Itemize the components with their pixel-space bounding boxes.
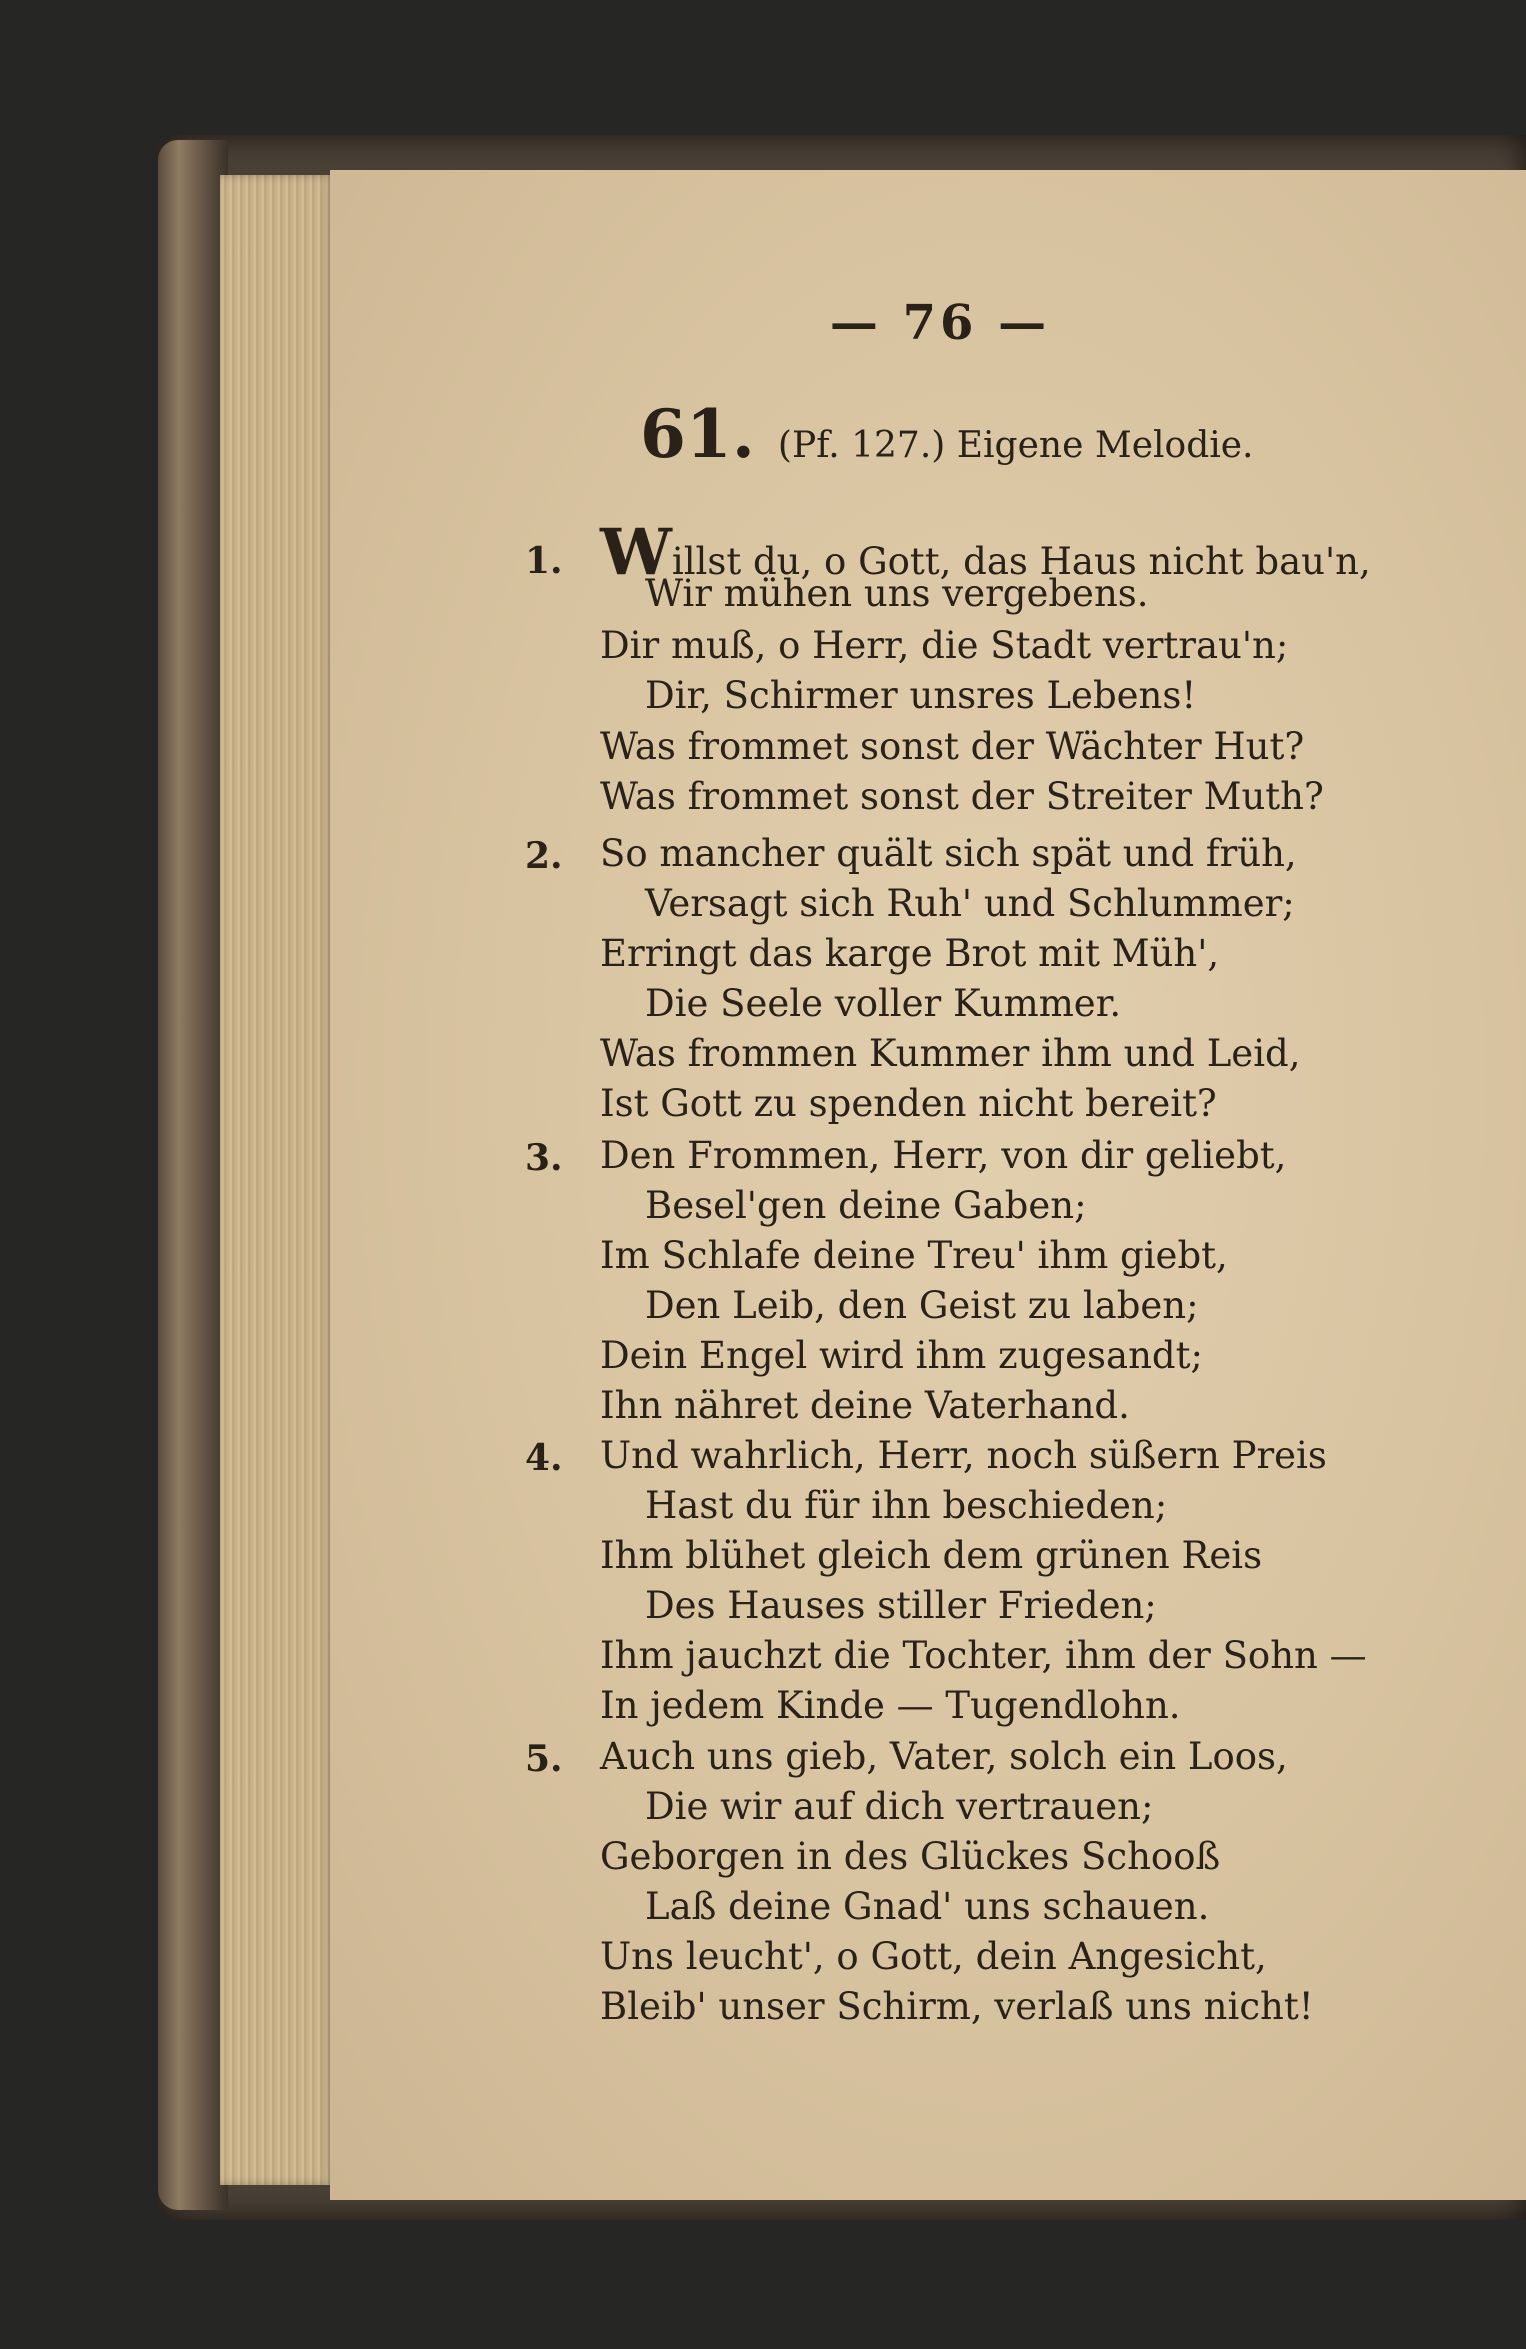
stanza-line: So mancher quält sich spät und früh, [600,832,1297,875]
stanza-line: Auch uns gieb, Vater, solch ein Loos, [600,1735,1288,1778]
stanza-line: Hast du für ihn beschieden; [645,1484,1168,1527]
stanza-line: Was frommet sonst der Streiter Muth? [600,775,1324,818]
stanza-line: In jedem Kinde — Tugendlohn. [600,1684,1181,1727]
stanza-line: Besel'gen deine Gaben; [645,1184,1087,1227]
stanza-line: Die wir auf dich vertrauen; [645,1785,1154,1828]
stanza-line: Versagt sich Ruh' und Schlummer; [645,882,1295,925]
stanza-number: 1. [525,540,563,582]
stanza-number: 4. [525,1437,563,1479]
stanza-line: Dir, Schirmer unsres Lebens! [645,674,1197,717]
page-edges [220,175,335,2185]
stanza-line: Geborgen in des Glückes Schooß [600,1835,1221,1878]
stanza-line: Den Frommen, Herr, von dir geliebt, [600,1134,1287,1177]
stanza-line: Ist Gott zu spenden nicht bereit? [600,1082,1217,1125]
book-spine [158,140,228,2210]
stanza-line: Ihm jauchzt die Tochter, ihm der Sohn — [600,1634,1367,1677]
stanza-line: Was frommet sonst der Wächter Hut? [600,725,1305,768]
hymn-title [640,395,1340,473]
stanza-line: Und wahrlich, Herr, noch süßern Preis [600,1434,1327,1477]
stanza-line: Erringt das karge Brot mit Müh', [600,932,1220,975]
stanza-line: Uns leucht', o Gott, dein Angesicht, [600,1935,1267,1978]
stanza-line: Bleib' unser Schirm, verlaß uns nicht! [600,1985,1314,2028]
stanza-line: Ihn nähret deine Vaterhand. [600,1384,1130,1427]
stanza-line: Wir mühen uns vergebens. [645,572,1149,615]
stanza-line: Dir muß, o Herr, die Stadt vertrau'n; [600,624,1289,667]
stanza-line: Laß deine Gnad' uns schauen. [645,1885,1210,1928]
stanza-number: 3. [525,1137,563,1179]
page-number: — 76 — [829,295,1051,351]
hymn-number: 61. [640,395,755,473]
hymn-subtitle: (Pf. 127.) Eigene Melodie. [777,425,1254,466]
stanza-line: Den Leib, den Geist zu laben; [645,1284,1199,1327]
stanza-line: Willst du, o Gott, das Haus nicht bau'n, [600,515,1371,590]
stanza-line: Im Schlafe deine Treu' ihm giebt, [600,1234,1228,1277]
stanza-number: 5. [525,1738,563,1780]
stanza-number: 2. [525,835,563,877]
stanza-line: Ihm blühet gleich dem grünen Reis [600,1534,1263,1577]
drop-cap: W [600,515,672,590]
stanza-line: Dein Engel wird ihm zugesandt; [600,1334,1203,1377]
stanza-line: Die Seele voller Kummer. [645,982,1122,1025]
stanza-line: Was frommen Kummer ihm und Leid, [600,1032,1301,1075]
stanza-line: Des Hauses stiller Frieden; [645,1584,1157,1627]
